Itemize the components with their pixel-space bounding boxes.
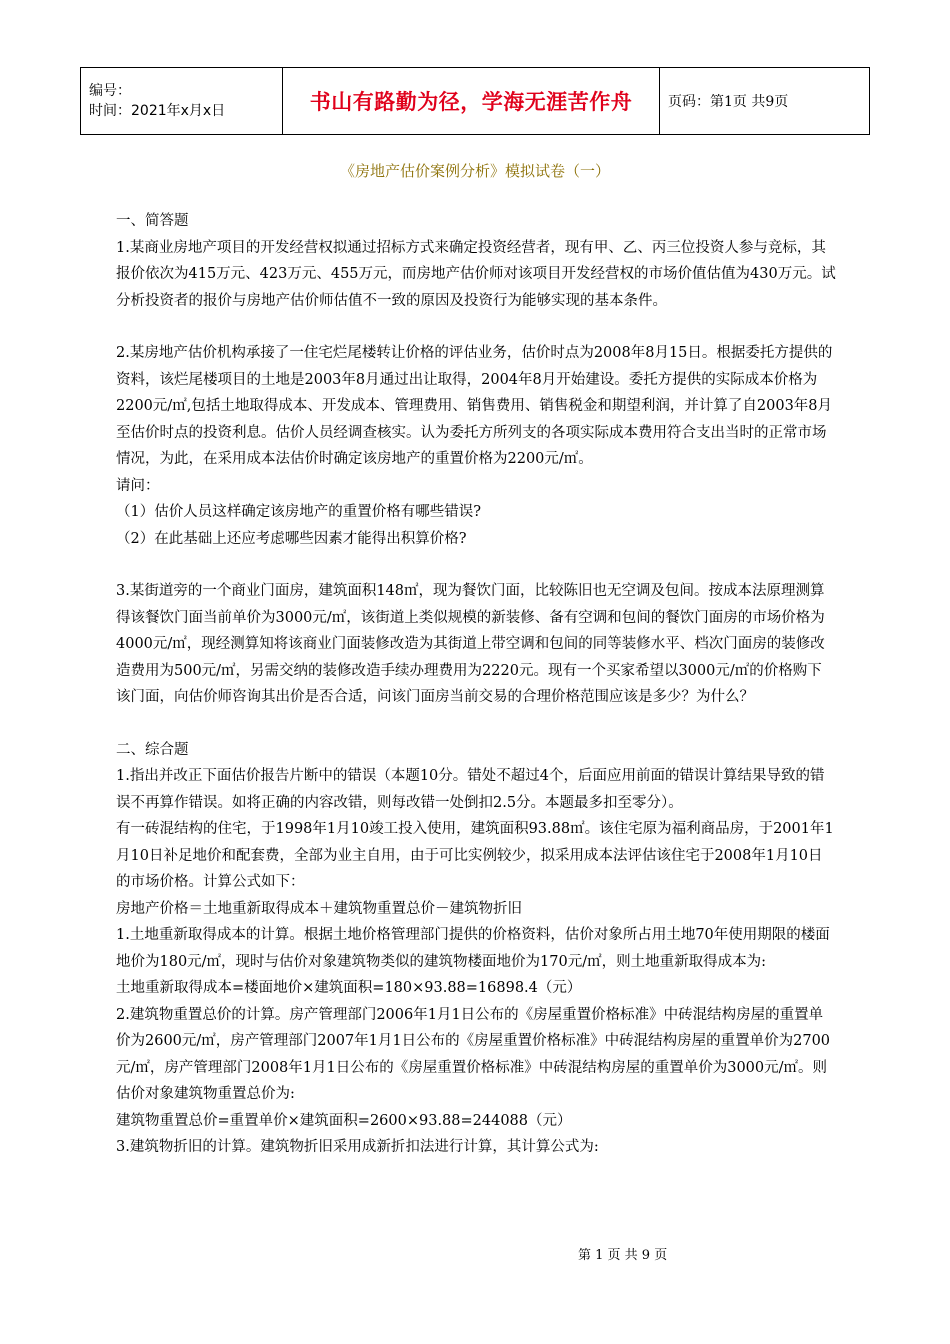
question-2-ask: 请问： (116, 477, 160, 494)
header-meta-cell (81, 68, 283, 135)
question-2-sub-2: （2）在此基础上还应考虑哪些因素才能得出积算价格? (116, 530, 467, 547)
price-formula: 房地产价格＝土地重新取得成本＋建筑物重置总价－建筑物折旧 (116, 900, 522, 917)
section-heading-short-answer: 一、简答题 (116, 213, 189, 229)
step-1-calculation: 土地重新取得成本=楼面地价×建筑面积=180×93.88=16898.4（元） (116, 980, 582, 996)
question-3: 3.某街道旁的一个商业门面房，建筑面积148㎡，现为餐饮门面，比较陈旧也无空调及包间。按成本法原理测算得该餐饮门面当前单价为3000元/㎡，该街道上类似规模的新装修、备有空调和包间的餐饮门面房的市场价格为4000元/㎡，现经测算知将该商业门面装修改造为其街道上带空调和包间的同等装修水平、档次门面房的装修改造费用为500元/㎡，另需交纳的装修改造手续办理费用为2220元。现有一个买家希望以3000元/㎡的价格购下该门面，向估价师咨询其出价是否合适，问该门面房当前交易的合理价格范围应该是多少？为什么？ (116, 583, 825, 705)
section-heading-comprehensive: 二、综合题 (116, 741, 189, 758)
step-1-land-cost: 1.土地重新取得成本的计算。根据土地价格管理部门提供的价格资料，估价对象所占用土地70年使用期限的楼面地价为180元/㎡，现时与估价对象建筑物类似的建筑物楼面地价为170元/㎡，则土地重新取得成本为: (116, 927, 830, 970)
step-2-building-cost: 2.建筑物重置总价的计算。房产管理部门2006年1月1日公布的《房屋重置价格标准》中砖混结构房屋的重置单价为2600元/㎡，房产管理部门2007年1月1日公布的《房屋重置价格标准》中砖混结构房屋的重置单价为2700元/㎡，房产管理部门2008年1月1日公布的《房屋重置价格标准》中砖混结构房屋的重置单价为3000元/㎡。则估价对象建筑物重置总价为: (116, 1006, 831, 1102)
header-page-info: 页码：第1页 共9页 (660, 68, 870, 135)
page-footer: 第 1 页 共 9 页 (578, 1248, 668, 1263)
step-2-calculation: 建筑物重置总价=重置单价×建筑面积=2600×93.88=244088（元） (116, 1112, 572, 1129)
doc-date: 时间：2021年x月x日 (89, 103, 226, 119)
document-title: 《房地产估价案例分析》模拟试卷（一） (339, 162, 610, 180)
question-1: 1.某商业房地产项目的开发经营权拟通过招标方式来确定投资经营者，现有甲、乙、丙三位投资人参与竞标，其报价依次为415万元、423万元、455万元，而房地产估价师对该项目开发经营权的市场价值估值为430万元。试分析投资者的报价与房地产估价师估值不一致的原因及投资行为能够实现的基本条件。 (116, 239, 836, 309)
doc-number-label: 编号： (89, 83, 131, 99)
header-motto: 书山有路勤为径，学海无涯苦作舟 (283, 68, 660, 135)
header-table (80, 67, 870, 135)
question-2-sub-1: （1）估价人员这样确定该房地产的重置价格有哪些错误? (116, 504, 481, 520)
case-description: 有一砖混结构的住宅，于1998年1月10竣工投入使用，建筑面积93.88㎡。该住宅原为福利商品房，于2001年1月10日补足地价和配套费，全部为业主自用，由于可比实例较少，拟采用成本法评估该住宅于2008年1月10日的市场价格。计算公式如下： (116, 821, 834, 890)
question-2: 2.某房地产估价机构承接了一住宅烂尾楼转让价格的评估业务，估价时点为2008年8月15日。根据委托方提供的资料，该烂尾楼项目的土地是2003年8月通过出让取得，2004年8月开始建设。委托方提供的实际成本价格为2200元/㎡,包括土地取得成本、开发成本、管理费用、销售费用、销售税金和期望利润，并计算了自2003年8月至估价时点的投资利息。估价人员经调查核实。认为委托方所列支的各项实际成本费用符合支出当时的正常市场情况，为此，在采用成本法估价时确定该房地产的重置价格为2200元/㎡。 (116, 345, 833, 467)
document-body (116, 208, 836, 1161)
step-3-depreciation: 3.建筑物折旧的计算。建筑物折旧采用成新折扣法进行计算，其计算公式为: (116, 1139, 599, 1155)
comprehensive-question-1: 1.指出并改正下面估价报告片断中的错误（本题10分。错处不超过4个，后面应用前面的错误计算结果导致的错误不再算作错误。如将正确的内容改错，则每改错一处倒扣2.5分。本题最多扣至零分）。 (116, 768, 825, 811)
